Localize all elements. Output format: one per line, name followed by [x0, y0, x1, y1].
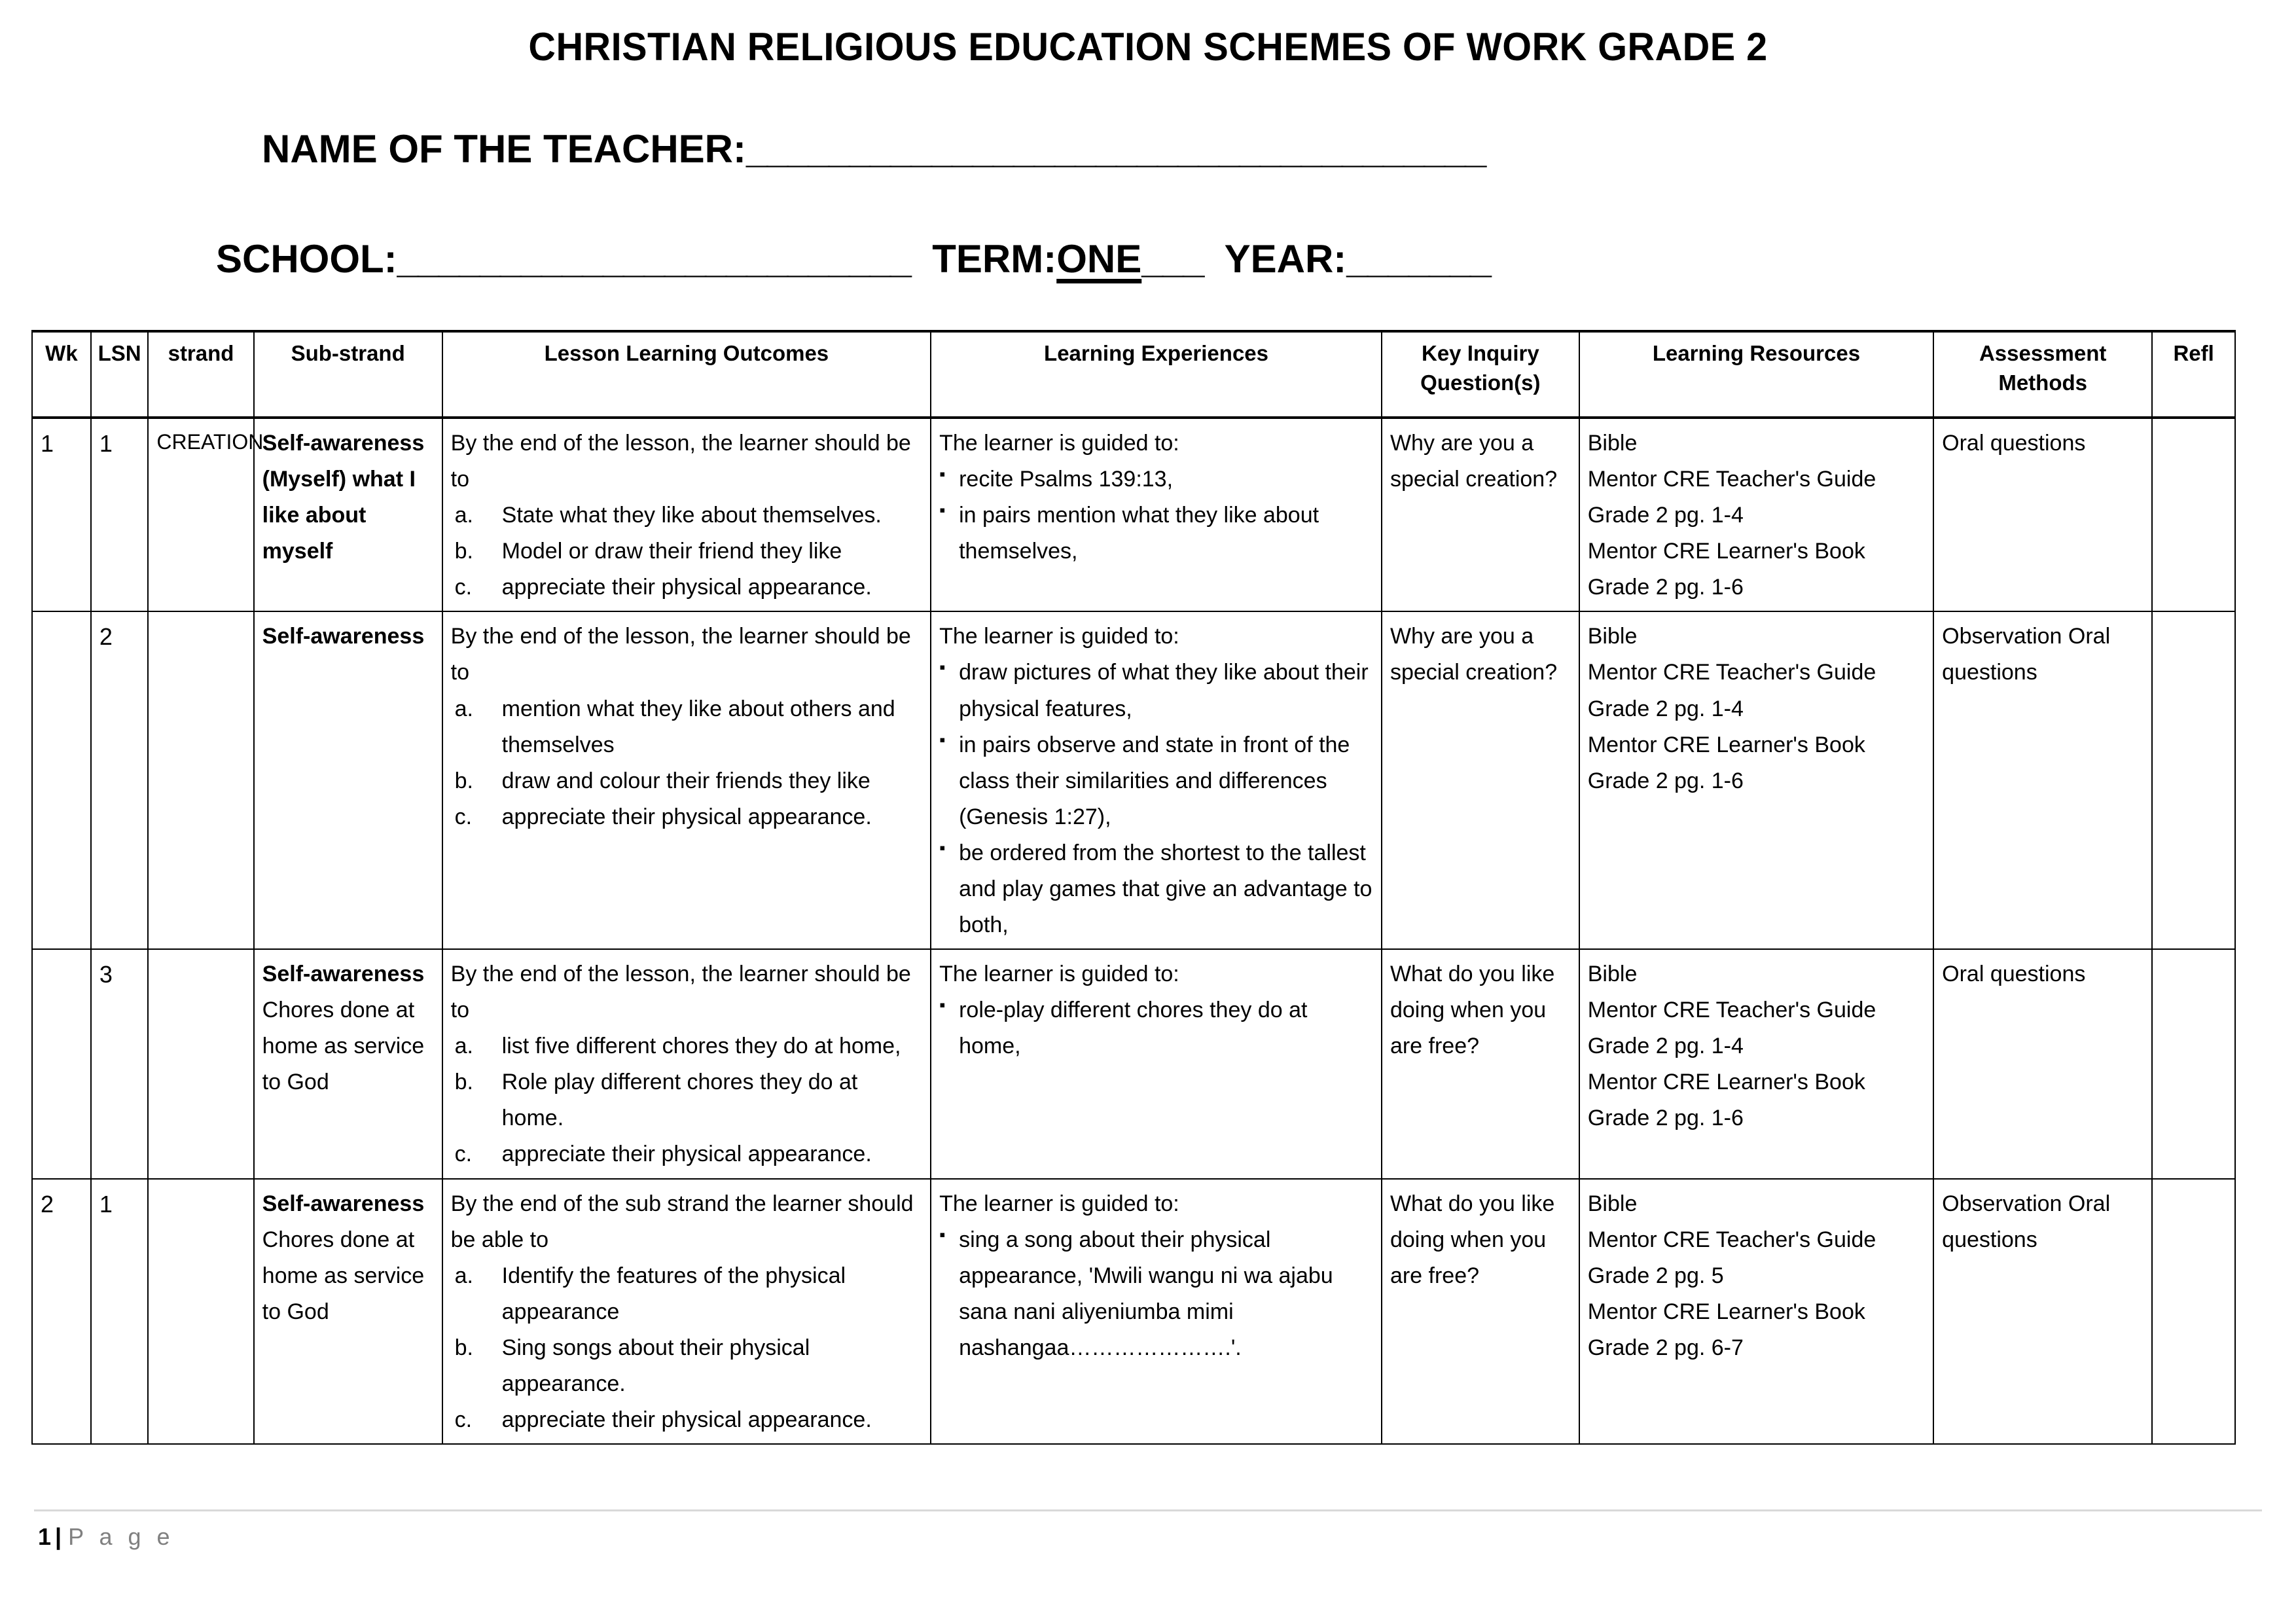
table-header — [32, 331, 2235, 418]
outcome-text: Model or draw their friend they like — [501, 539, 842, 564]
outcome-item — [451, 1258, 924, 1330]
cell-key-inquiry-question: What do you like doing when you are free? — [1382, 1179, 1579, 1445]
outcome-marker: c. — [454, 1142, 473, 1167]
experience-text: role-play different chores they do at home, — [959, 998, 1308, 1059]
cell-assessment-methods: Observation Oral questions — [1933, 1179, 2152, 1445]
column-header-learning-resources: Learning Resources — [1579, 331, 1933, 418]
teacher-name-blank[interactable]: ____________________________________ — [745, 127, 1486, 171]
square-bullet-icon: ▪ — [939, 729, 946, 749]
experience-text: in pairs mention what they like about themselves, — [959, 503, 1319, 564]
cell-strand — [148, 1179, 253, 1445]
experiences-list — [939, 1222, 1374, 1366]
year-blank[interactable]: _______ — [1346, 237, 1490, 281]
experiences-intro: The learner is guided to: — [939, 624, 1179, 649]
square-bullet-icon: ▪ — [939, 995, 946, 1015]
experience-text: sing a song about their physical appearance, 'Mwili wangu ni wa ajabu sana nani aliyeniumba mimi nashangaa………………….'. — [959, 1227, 1333, 1360]
resource-line: Grade 2 pg. 1-4 — [1587, 1034, 1744, 1059]
square-bullet-icon: ▪ — [939, 1224, 946, 1244]
substrand-title: Self-awareness — [262, 624, 425, 649]
experience-item — [939, 835, 1374, 943]
outcome-item — [451, 1136, 924, 1172]
resource-line: Grade 2 pg. 1-6 — [1587, 768, 1744, 793]
cell-refl[interactable] — [2152, 1179, 2235, 1445]
column-header-wk: Wk — [32, 331, 91, 418]
teacher-name-field-row — [0, 67, 2296, 169]
cell-substrand — [254, 949, 442, 1178]
experience-item — [939, 461, 1374, 497]
cell-week: 2 — [32, 1179, 91, 1445]
cell-refl[interactable] — [2152, 611, 2235, 949]
column-header-strand: strand — [148, 331, 253, 418]
resource-line: Mentor CRE Teacher's Guide — [1587, 1227, 1876, 1252]
outcome-marker: b. — [454, 1070, 473, 1095]
outcome-item — [451, 533, 924, 569]
cell-learning-resources — [1579, 1179, 1933, 1445]
key-inquiry-line-2: Question(s) — [1420, 370, 1541, 395]
outcome-item — [451, 1330, 924, 1402]
experiences-intro: The learner is guided to: — [939, 431, 1179, 456]
cell-lesson-number: 1 — [91, 418, 149, 611]
outcome-text: Sing songs about their physical appearance. — [501, 1335, 810, 1396]
resource-line: Mentor CRE Teacher's Guide — [1587, 998, 1876, 1023]
experience-text: recite Psalms 139:13, — [959, 467, 1174, 492]
experience-text: be ordered from the shortest to the tallest and play games that give an advantage to both, — [959, 840, 1372, 938]
cell-key-inquiry-question: What do you like doing when you are free? — [1382, 949, 1579, 1178]
table-row — [32, 418, 2235, 611]
resource-line: Grade 2 pg. 1-6 — [1587, 1106, 1744, 1131]
cell-learning-experiences — [931, 418, 1382, 611]
experiences-intro: The learner is guided to: — [939, 962, 1179, 987]
cell-refl[interactable] — [2152, 418, 2235, 611]
footer-separator: | — [55, 1523, 62, 1550]
resource-line: Mentor CRE Learner's Book — [1587, 732, 1865, 757]
outcome-item — [451, 799, 924, 835]
substrand-title: Self-awareness — [262, 962, 425, 987]
experiences-intro: The learner is guided to: — [939, 1191, 1179, 1216]
cell-lesson-learning-outcomes — [442, 949, 931, 1178]
cell-lesson-learning-outcomes — [442, 418, 931, 611]
school-name-blank[interactable]: _________________________ — [397, 237, 910, 281]
outcomes-list — [451, 497, 924, 605]
column-header-key-inquiry-questions — [1382, 331, 1579, 418]
outcome-marker: a. — [454, 503, 473, 528]
resource-line: Grade 2 pg. 6-7 — [1587, 1335, 1744, 1360]
cell-lesson-learning-outcomes — [442, 611, 931, 949]
experiences-list — [939, 655, 1374, 943]
cell-week — [32, 611, 91, 949]
outcome-marker: b. — [454, 539, 473, 564]
column-header-lesson-learning-outcomes: Lesson Learning Outcomes — [442, 331, 931, 418]
outcome-text: appreciate their physical appearance. — [501, 1142, 872, 1167]
footer-text — [0, 1511, 2296, 1551]
outcome-text: Identify the features of the physical appearance — [501, 1263, 846, 1324]
outcome-item — [451, 763, 924, 799]
column-header-learning-experiences: Learning Experiences — [931, 331, 1382, 418]
cell-assessment-methods: Oral questions — [1933, 418, 2152, 611]
experience-item — [939, 1222, 1374, 1366]
school-label: SCHOOL: — [216, 237, 397, 281]
cell-key-inquiry-question: Why are you a special creation? — [1382, 418, 1579, 611]
column-header-lsn: LSN — [91, 331, 149, 418]
experiences-list — [939, 992, 1374, 1064]
resource-line: Bible — [1587, 624, 1638, 649]
table-row — [32, 611, 2235, 949]
table-row — [32, 949, 2235, 1178]
cell-learning-resources — [1579, 949, 1933, 1178]
outcome-marker: c. — [454, 804, 473, 829]
footer-page-number: 1 — [38, 1523, 52, 1550]
column-header-assessment-methods — [1933, 331, 2152, 418]
table-row — [32, 1179, 2235, 1445]
substrand-detail: Chores done at home as service to God — [262, 998, 425, 1095]
substrand-detail: Chores done at home as service to God — [262, 1227, 425, 1324]
cell-week — [32, 949, 91, 1178]
substrand-title: Self-awareness (Myself) what I like about myself — [262, 431, 425, 564]
experiences-list — [939, 461, 1374, 569]
cell-substrand — [254, 418, 442, 611]
cell-week: 1 — [32, 418, 91, 611]
resource-line: Grade 2 pg. 1-4 — [1587, 696, 1744, 721]
cell-learning-experiences — [931, 1179, 1382, 1445]
experience-item — [939, 727, 1374, 835]
page-footer — [0, 1509, 2296, 1551]
cell-learning-experiences — [931, 611, 1382, 949]
key-inquiry-line-1: Key Inquiry — [1421, 341, 1539, 365]
outcome-marker: a. — [454, 1034, 473, 1059]
outcome-text: appreciate their physical appearance. — [501, 804, 872, 829]
resource-line: Bible — [1587, 431, 1638, 456]
spacer-2 — [1203, 237, 1224, 281]
resource-line: Grade 2 pg. 5 — [1587, 1263, 1724, 1288]
outcome-marker: b. — [454, 1335, 473, 1360]
column-header-substrand: Sub-strand — [254, 331, 442, 418]
page-title: CHRISTIAN RELIGIOUS EDUCATION SCHEMES OF WORK GRADE 2 — [528, 25, 1768, 69]
cell-substrand — [254, 611, 442, 949]
cell-refl[interactable] — [2152, 949, 2235, 1178]
square-bullet-icon: ▪ — [939, 837, 946, 857]
cell-substrand — [254, 1179, 442, 1445]
experience-text: in pairs observe and state in front of the class their similarities and differences (Genesis 1:27), — [959, 732, 1350, 829]
outcome-text: appreciate their physical appearance. — [501, 575, 872, 600]
cell-lesson-number: 2 — [91, 611, 149, 949]
cell-lesson-number: 3 — [91, 949, 149, 1178]
square-bullet-icon: ▪ — [939, 657, 946, 677]
substrand-title: Self-awareness — [262, 1191, 425, 1216]
outcomes-intro: By the end of the lesson, the learner should be to — [450, 431, 911, 492]
outcome-item — [451, 1402, 924, 1438]
outcome-text: appreciate their physical appearance. — [501, 1407, 872, 1433]
cell-key-inquiry-question: Why are you a special creation? — [1382, 611, 1579, 949]
cell-lesson-learning-outcomes — [442, 1179, 931, 1445]
resource-line: Mentor CRE Learner's Book — [1587, 1070, 1865, 1095]
cell-assessment-methods: Oral questions — [1933, 949, 2152, 1178]
outcomes-intro: By the end of the lesson, the learner should be to — [450, 962, 911, 1023]
schemes-of-work-table — [31, 330, 2236, 1445]
cell-learning-resources — [1579, 418, 1933, 611]
outcome-text: draw and colour their friends they like — [501, 768, 870, 793]
outcome-text: mention what they like about others and themselves — [501, 696, 895, 757]
table-header-row — [32, 331, 2235, 418]
outcome-text: Role play different chores they do at home. — [501, 1070, 858, 1131]
column-header-refl: Refl — [2152, 331, 2235, 418]
outcome-item — [451, 1028, 924, 1064]
year-label: YEAR: — [1224, 237, 1347, 281]
outcome-item — [451, 497, 924, 533]
outcomes-intro: By the end of the sub strand the learner should be able to — [450, 1191, 914, 1252]
outcomes-list — [451, 1258, 924, 1438]
cell-strand — [148, 949, 253, 1178]
resource-line: Grade 2 pg. 1-4 — [1587, 503, 1744, 528]
resource-line: Mentor CRE Learner's Book — [1587, 539, 1865, 564]
school-term-year-row — [0, 169, 2296, 279]
term-blank[interactable]: ___ — [1141, 237, 1204, 281]
outcome-marker: b. — [454, 768, 473, 793]
outcome-item — [451, 569, 924, 605]
outcome-marker: c. — [454, 1407, 473, 1433]
outcome-text: State what they like about themselves. — [501, 503, 882, 528]
footer-page-word: P a g e — [68, 1523, 175, 1550]
resource-line: Mentor CRE Learner's Book — [1587, 1299, 1865, 1324]
assessment-line-2: Methods — [1998, 370, 2088, 395]
square-bullet-icon: ▪ — [939, 500, 946, 520]
resource-line: Grade 2 pg. 1-6 — [1587, 575, 1744, 600]
cell-learning-resources — [1579, 611, 1933, 949]
outcomes-intro: By the end of the lesson, the learner should be to — [450, 624, 911, 685]
resource-line: Mentor CRE Teacher's Guide — [1587, 660, 1876, 685]
experience-item — [939, 992, 1374, 1064]
spacer-1 — [910, 237, 932, 281]
outcome-marker: c. — [454, 575, 473, 600]
teacher-label: NAME OF THE TEACHER: — [262, 127, 746, 171]
cell-assessment-methods: Observation Oral questions — [1933, 611, 2152, 949]
square-bullet-icon: ▪ — [939, 464, 946, 484]
experience-text: draw pictures of what they like about their physical features, — [959, 660, 1369, 721]
outcomes-list — [451, 1028, 924, 1172]
resource-line: Bible — [1587, 1191, 1638, 1216]
outcome-item — [451, 691, 924, 763]
table-body — [32, 418, 2235, 1444]
experience-item — [939, 497, 1374, 569]
outcome-item — [451, 1064, 924, 1136]
outcome-marker: a. — [454, 1263, 473, 1288]
cell-lesson-number: 1 — [91, 1179, 149, 1445]
outcome-text: list five different chores they do at home, — [501, 1034, 901, 1059]
term-label: TERM: — [932, 237, 1057, 281]
cell-learning-experiences — [931, 949, 1382, 1178]
cell-strand: CREATION — [148, 418, 253, 611]
experience-item — [939, 655, 1374, 727]
assessment-line-1: Assessment — [1979, 341, 2107, 365]
term-value[interactable]: ONE — [1056, 237, 1142, 281]
schemes-of-work-table-wrapper — [31, 330, 2236, 1445]
outcome-marker: a. — [454, 696, 473, 721]
resource-line: Mentor CRE Teacher's Guide — [1587, 467, 1876, 492]
outcomes-list — [451, 691, 924, 835]
cell-strand — [148, 611, 253, 949]
resource-line: Bible — [1587, 962, 1638, 987]
